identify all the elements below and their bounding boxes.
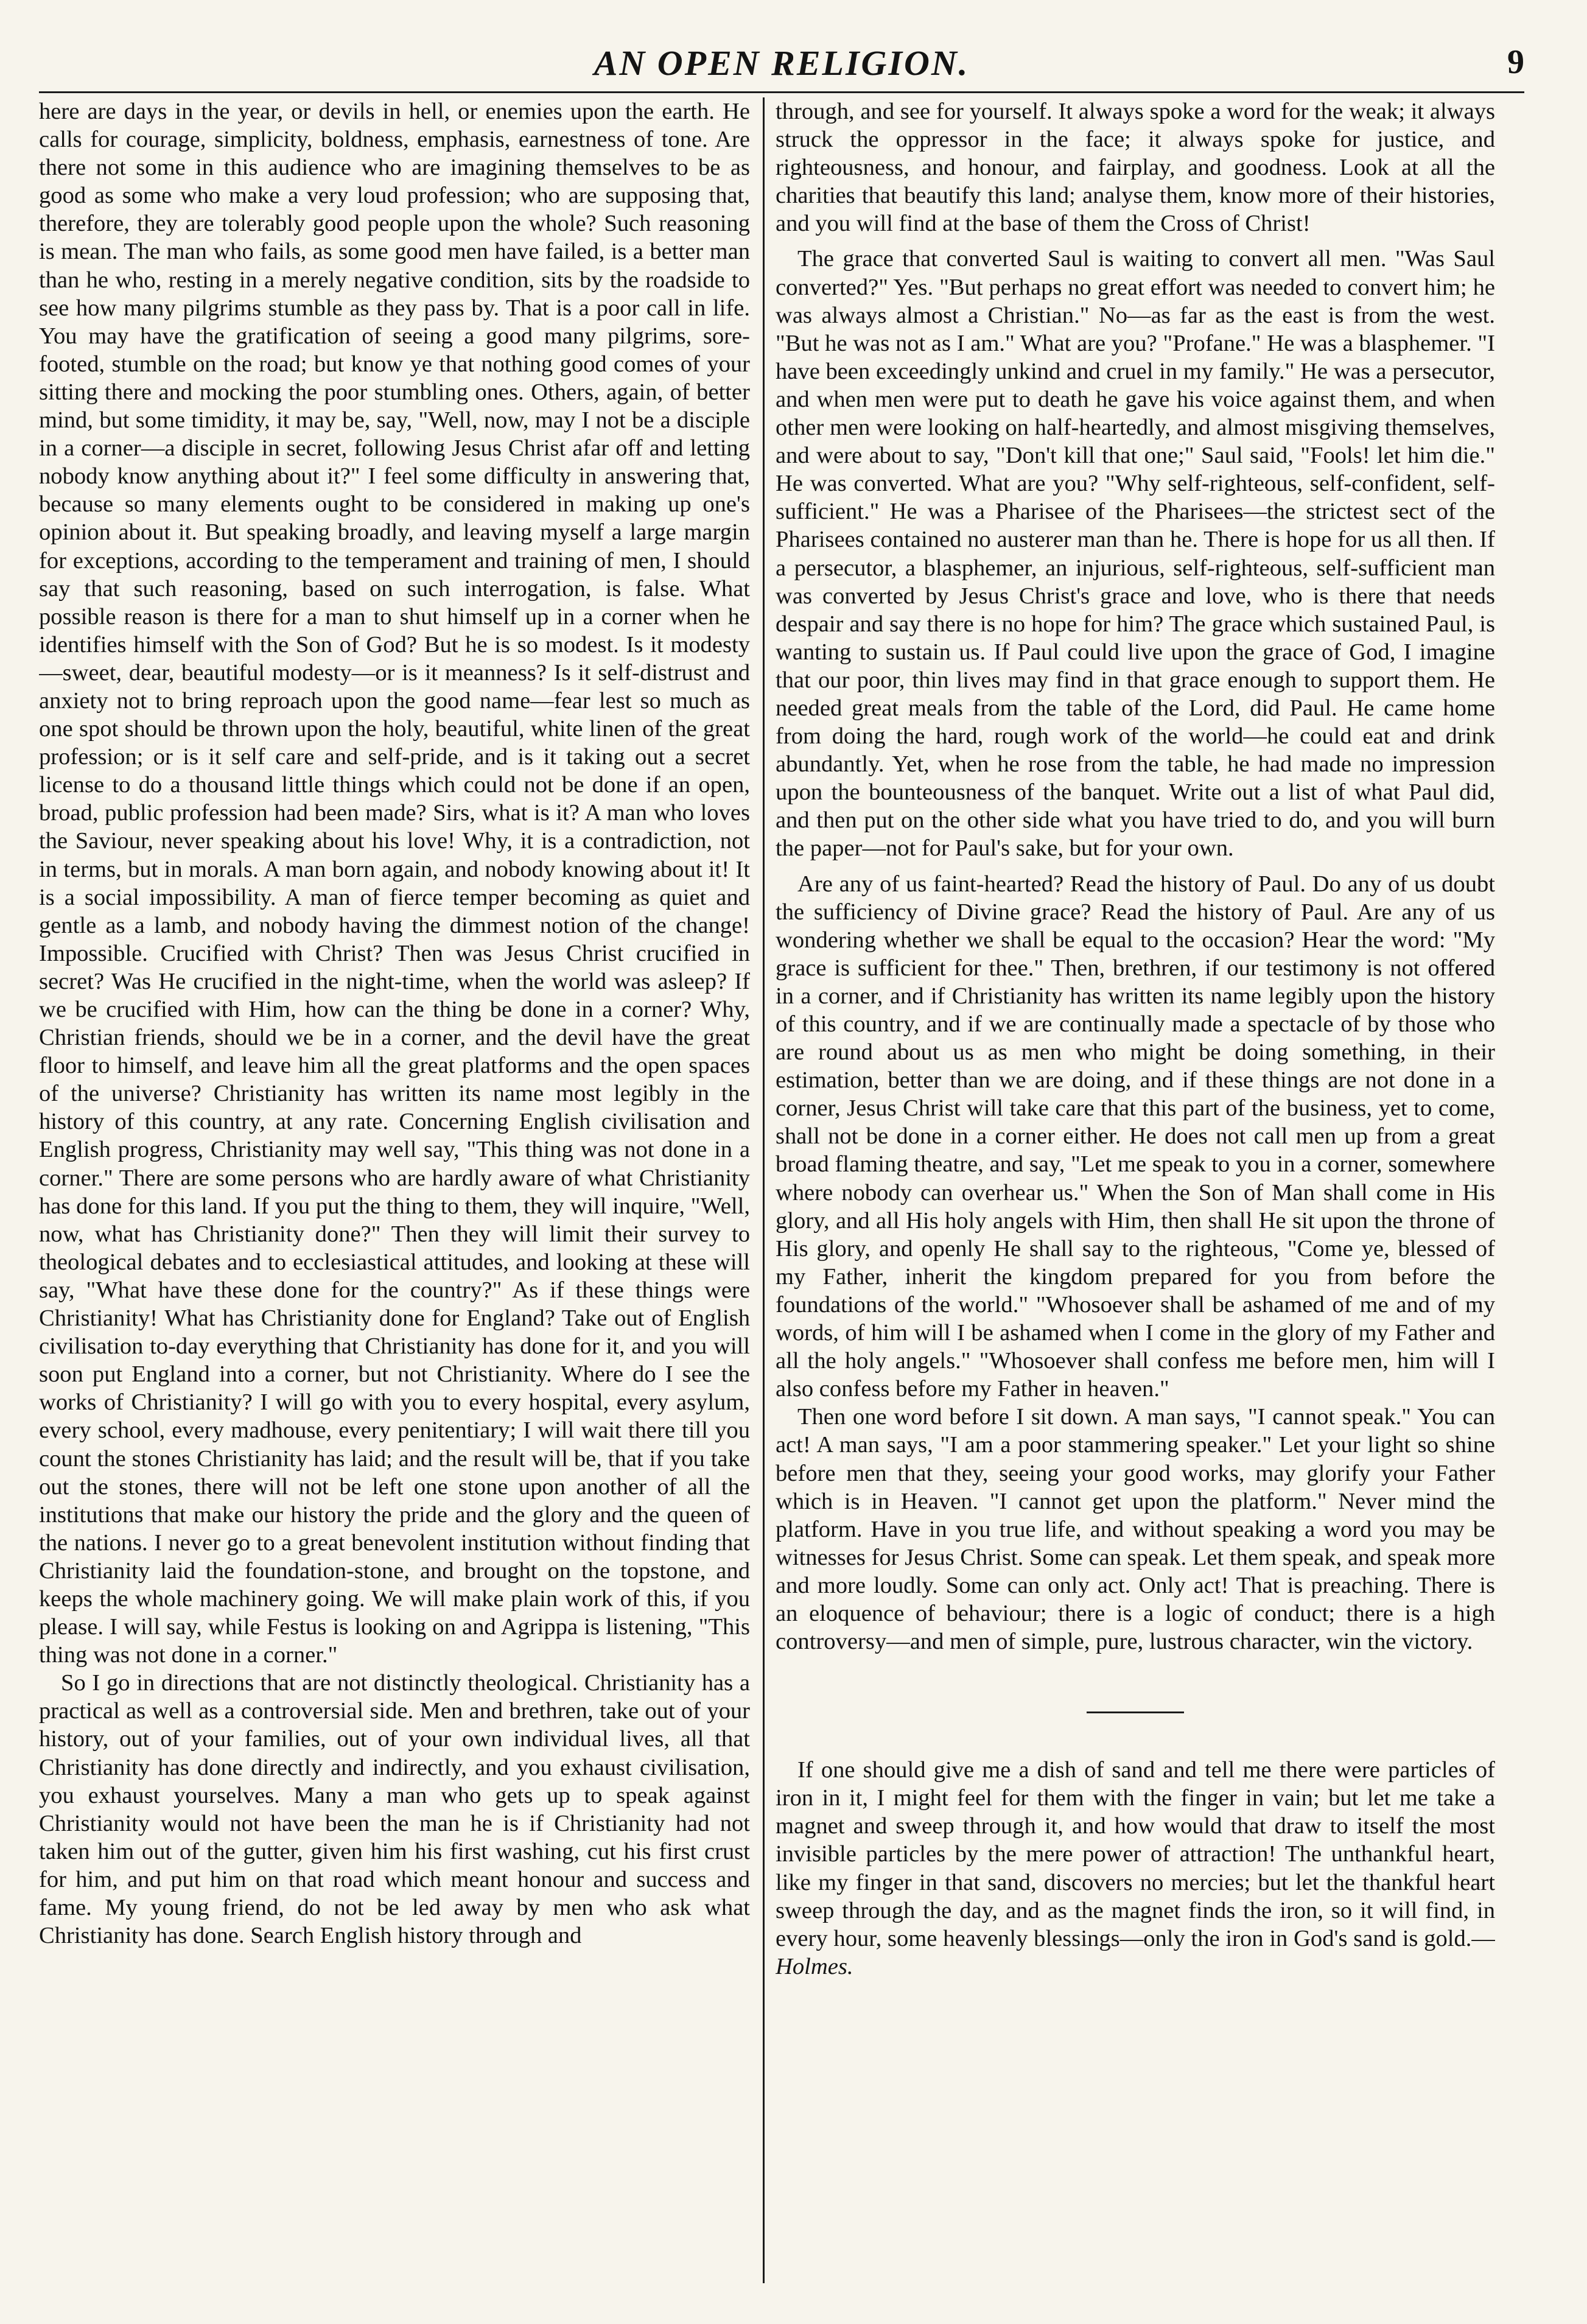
- quotation-attribution: Holmes.: [776, 1953, 853, 1979]
- running-title: AN OPEN RELIGION.: [594, 43, 970, 83]
- section-divider: [1087, 1711, 1184, 1713]
- quotation: [776, 1756, 1495, 1981]
- paragraph: here are days in the year, or devils in hell, or enemies upon the earth. He calls for courage, simplicity, boldness, emphasis, earnestness of tone. Are there not some in this audience who are imagining themselves to be as good as some who make a very loud profession; who are supposing that, therefore, they are tolerably good people upon the whole? Such reasoning is mean. The man who fails, as some good men have failed, is a better man than he who, resting in a merely negative condition, sits by the roadside to see how many pilgrims stumble as they pass by. That is a poor call in life. You may have the gratification of seeing a good many pilgrims, sore-footed, stumble on the road; but know ye that nothing good comes of your sitting there and mocking the poor stumbling ones. Others, again, of better mind, but some timidity, it may be, say, "Well, now, may I not be a disciple in a corner—a disciple in secret, following Jesus Christ afar off and letting nobody know anything about it?" I feel some difficulty in answering that, because so many elements ought to be considered in making up one's opinion about it. But speaking broadly, and leaving myself a large margin for exceptions, according to the temperament and training of men, I should say that such reasoning, based on such interrogation, is false. What possible reason is there for a man to shut himself up in a corner when he identifies himself with the Son of God? But he is so modest. Is it modesty—sweet, dear, beautiful modesty—or is it meanness? Is it self-distrust and anxiety not to bring reproach upon the good name—fear lest so much as one spot should be thrown upon the holy, beautiful, white linen of the great profession; or is it self care and self-pride, and is it taking out a secret license to do a thousand little things which could not be done if an open, broad, public profession had been made? Sirs, what is it? A man who loves the Saviour, never speaking about his love! Why, it is a contradiction, not in terms, but in morals. A man born again, and nobody knowing about it! It is a social impossibility. A man of fierce temper becoming as quiet and gentle as a lamb, and nobody having the dimmest notion of the change! Impossible. Crucified with Christ? Then was Jesus Christ crucified in secret? Was He crucified in the night-time, when the world was asleep? If we be crucified with Him, how can the thing be done in a corner? Why, Christian friends, should we be in a corner, and the devil have the great floor to himself, and leave him all the great platforms and the open spaces of the universe? Christianity has written its name most legibly in the history of this country, at any rate. Concerning English civilisation and English progress, Christianity may well say, "This thing was not done in a corner." There are some persons who are hardly aware of what Christianity has done for this land. If you put the thing to them, they will inquire, "Well, now, what has Christianity done?" Then they will limit their survey to theological debates and to ecclesiastical attitudes, and looking at these will say, "What have these done for the country?" As if these things were Christianity! What has Christianity done for England? Take out of English civilisation to-day everything that Christianity has done for it, and you will soon put England into a corner, but not Christianity. Where do I see the works of Christianity? I will go with you to every hospital, every asylum, every school, every madhouse, every penitentiary; I will wait there till you count the stones Christianity has laid; and the result will be, that if you take out the stones, there will not be left one stone upon another of all the institutions that make our history the pride and the glory and the queen of the nations. I never go to a great benevolent institution without finding that Christianity laid the foundation-stone, and brought on the topstone, and keeps the whole machinery going. We will make plain work of this, if you please. I will say, while Festus is looking on and Agrippa is listening, "This thing was not done in a corner.": [39, 99, 750, 1668]
- left-column: [39, 97, 750, 2289]
- paragraph: through, and see for yourself. It always spoke a word for the weak; it always struck the oppressor in the face; it always spoke for justice, and righteousness, and honour, and fairplay, and goodness. Look at all the charities that beautify this land; analyse them, know more of their histories, and you will find at the base of them the Cross of Christ!: [776, 99, 1495, 237]
- paragraph: So I go in directions that are not distinctly theological. Christianity has a practical as well as a controversial side. Men and brethren, take out of your history, out of your families, out of your own individual lives, all that Christianity has done directly and indirectly, and you exhaust civilisation, you exhaust yourselves. Many a man who gets up to speak against Christianity would not have been the man he is if Christianity had not taken him out of the gutter, given him his first washing, cut his first crust for him, and put him on that road which meant honour and success and fame. My young friend, do not be led away by men who ask what Christianity has done. Search English history through and: [39, 1670, 750, 1949]
- quotation-text: If one should give me a dish of sand and tell me there were particles of iron in it, I might feel for them with the finger in vain; but let me take a magnet and sweep through it, and how would that draw to itself the most invisible particles by the mere power of attraction! The unthankful heart, like my finger in that sand, discovers no mercies; but let the thankful heart sweep through the day, and as the magnet finds the iron, so it will find, in every hour, some heavenly blessings—only the iron in God's sand is gold.—: [776, 1757, 1495, 1951]
- paragraph: Then one word before I sit down. A man says, "I cannot speak." You can act! A man says, "I am a poor stammering speaker." Let your light so shine before men that they, seeing your good works, may glorify your Father which is in Heaven. "I cannot get upon the platform." Never mind the platform. Have in you true life, and without speaking a word you may be witnesses for Jesus Christ. Some can speak. Let them speak, and speak more and more loudly. Some can only act. Only act! That is preaching. There is an eloquence of behaviour; there is a logic of conduct; there is a high controversy—and men of simple, pure, lustrous character, win the victory.: [776, 1404, 1495, 1655]
- page-header: [39, 43, 1524, 91]
- paragraph: Are any of us faint-hearted? Read the history of Paul. Do any of us doubt the sufficiency of Divine grace? Read the history of Paul. Are any of us wondering whether we shall be equal to the occasion? Hear the word: "My grace is sufficient for thee." Then, brethren, if our testimony is not offered in a corner, and if Christianity has written its name legibly upon the history of this country, and if we are continually made a spectacle of by those who are round about us as men who might be doing something, in their estimation, better than we are doing, and if these things are not done in a corner, Jesus Christ will take care that this part of the business, yet to come, shall not be done in a corner either. He does not call men up from a great broad flaming theatre, and say, "Let me speak to you in a corner, somewhere where nobody can overhear us." When the Son of Man shall come in His glory, and all His holy angels with Him, then shall He sit upon the throne of His glory, and openly He shall say to the righteous, "Come ye, blessed of my Father, inherit the kingdom prepared for you from before the foundations of the world." "Whosoever shall be ashamed of me and of my words, of him will I be ashamed when I come in the glory of my Father and all the holy angels." "Whosoever shall confess me before men, him will I also confess before my Father in heaven.": [776, 871, 1495, 1402]
- right-column: [776, 97, 1495, 2289]
- column-divider: [763, 97, 765, 2283]
- paragraph: The grace that converted Saul is waiting to convert all men. "Was Saul converted?" Yes. "But perhaps no great effort was needed to convert him; he was always almost a Christian." No—as far as the east is from the west. "But he was not as I am." What are you? "Profane." He was a blasphemer. "I have been exceedingly unkind and cruel in my family." He was a persecutor, and when men were put to death he gave his voice against them, and when other men were looking on half-heartedly, and almost misgiving themselves, and were about to say, "Don't kill that one;" Saul said, "Fools! let him die." He was converted. What are you? "Why self-righteous, self-confident, self-sufficient." He was a Pharisee of the Pharisees—the strictest sect of the Pharisees contained no austerer man than he. There is hope for us all then. If a persecutor, a blasphemer, an injurious, self-righteous, self-sufficient man was converted by Jesus Christ's grace and love, who is there that needs despair and say there is no hope for him? The grace which sustained Paul, is wanting to sustain us. If Paul could live upon the grace of God, I imagine that our poor, thin lives may find in that grace enough to support them. He needed great meals from the table of the Lord, did Paul. He came home from doing the hard, rough work of the world—he could eat and drink abundantly. Yet, when he rose from the table, he had made no impression upon the bounteousness of the banquet. Write out a list of what Paul did, and then put on the other side what you have tried to do, and you will burn the paper—not for Paul's sake, but for your own.: [776, 246, 1495, 862]
- page-number: 9: [1507, 43, 1524, 81]
- header-rule: [39, 91, 1524, 93]
